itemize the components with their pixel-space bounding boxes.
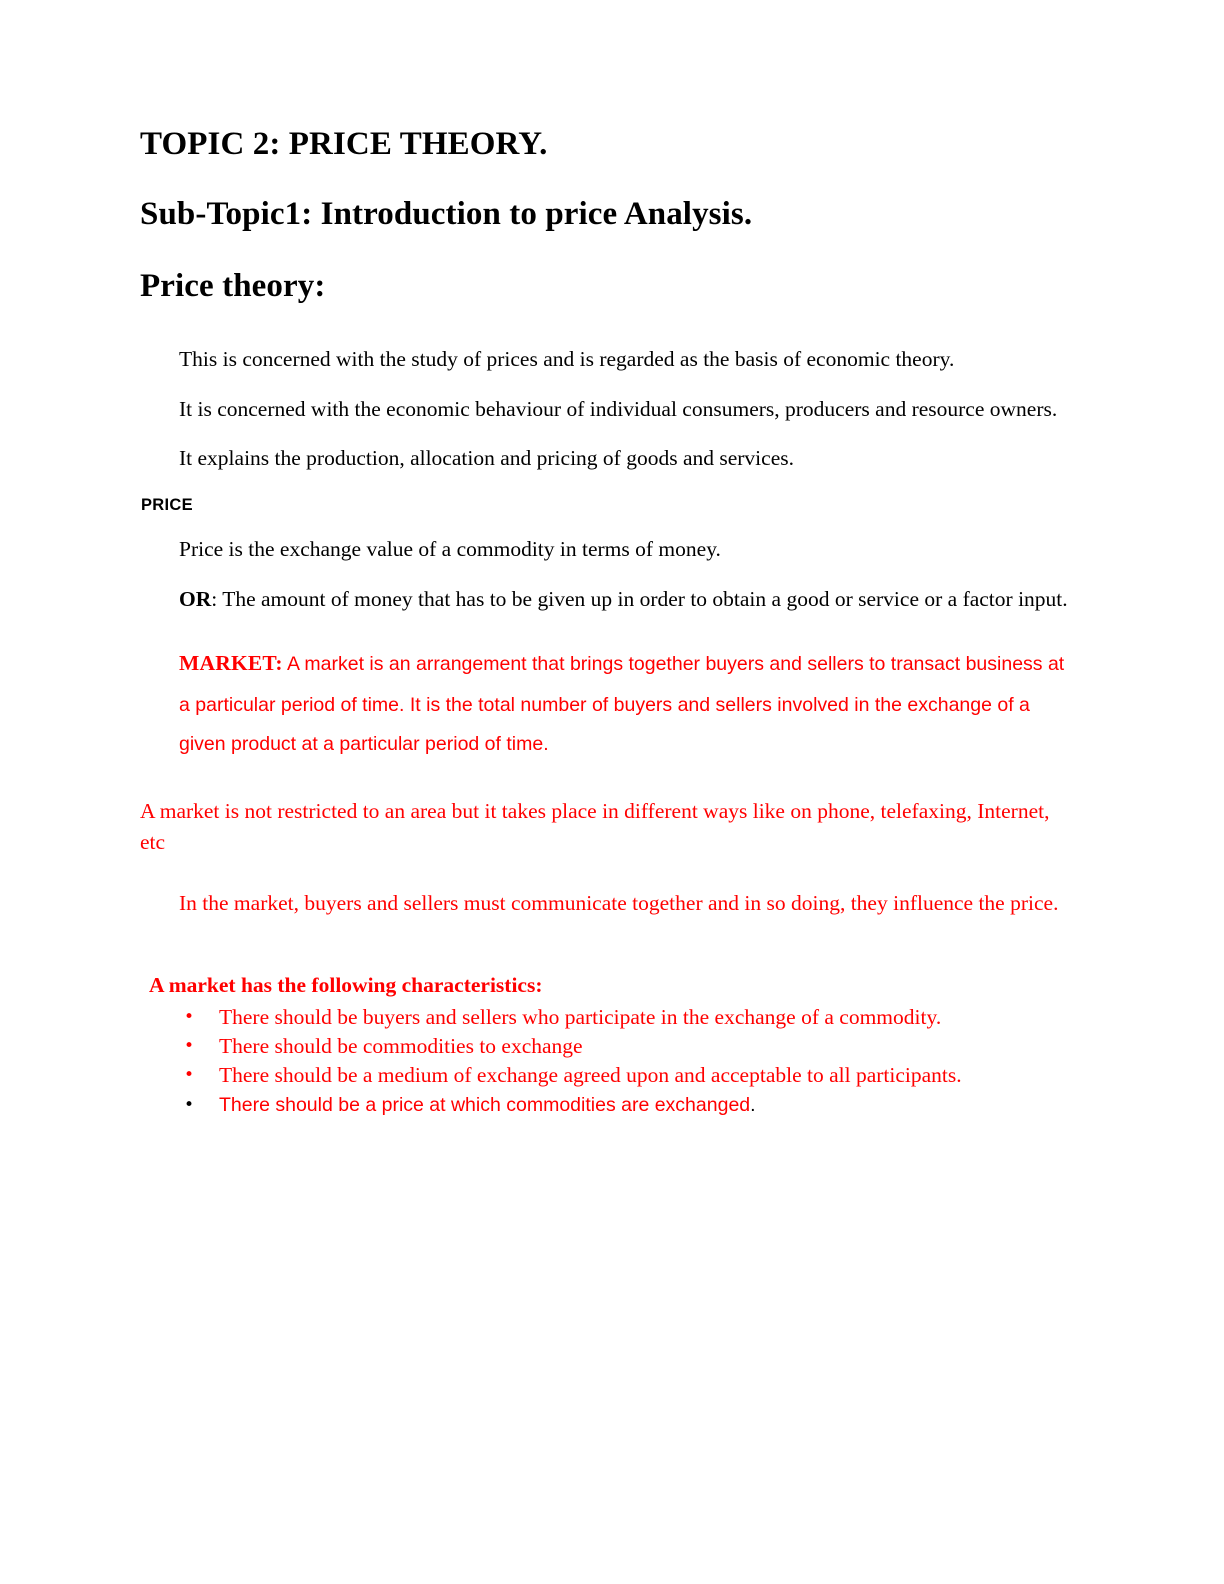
market-definition-text: A market is an arrangement that brings together buyers and sellers to transact business at a particular period of time. It is the total number of buyers and sellers involved in the exchange of a given product at a particular period of time.: [179, 652, 1065, 756]
bullet-icon: •: [183, 1006, 195, 1027]
list-item: [140, 1003, 1074, 1032]
price-alternate-definition-paragraph: [140, 579, 1074, 620]
price-label: PRICE: [141, 496, 193, 515]
page-title: TOPIC 2: PRICE THEORY.: [140, 126, 548, 162]
list-item-trailing-period: .: [750, 1093, 756, 1116]
list-item-label: There should be commodities to exchange: [219, 1034, 583, 1059]
market-lead-label: MARKET:: [179, 650, 283, 675]
intro-paragraph-2: It is concerned with the economic behaviour of individual consumers, producers and resource owners.: [179, 396, 1058, 421]
or-prefix: OR: [179, 586, 212, 611]
bullet-icon: •: [183, 1094, 195, 1115]
list-item-label: There should be a price at which commodities are exchanged: [219, 1093, 751, 1116]
sub-topic-heading: Sub-Topic1: Introduction to price Analysis.: [140, 196, 753, 233]
market-not-restricted-paragraph: A market is not restricted to an area but it takes place in different ways like on phone, telefaxing, Internet, etc: [140, 799, 1050, 854]
list-item: [140, 1061, 1074, 1090]
characteristics-heading: A market has the following characteristics:: [149, 972, 543, 997]
price-definition-paragraph: Price is the exchange value of a commodity in terms of money.: [179, 537, 721, 562]
intro-paragraph-3: It explains the production, allocation and pricing of goods and services.: [179, 446, 794, 471]
list-item: [140, 1091, 1074, 1120]
list-item-label: There should be buyers and sellers who participate in the exchange of a commodity.: [219, 1004, 942, 1029]
section-heading-price-theory: Price theory:: [140, 267, 326, 304]
market-definition-paragraph: [140, 642, 1074, 765]
characteristics-list: [140, 1003, 1074, 1119]
bullet-icon: •: [183, 1036, 195, 1057]
intro-paragraph-1: This is concerned with the study of prices and is regarded as the basis of economic theory.: [179, 346, 955, 371]
bullet-icon: •: [183, 1065, 195, 1086]
list-item-label: There should be a medium of exchange agreed upon and acceptable to all participants.: [219, 1063, 962, 1088]
or-definition-text: : The amount of money that has to be given up in order to obtain a good or service or a factor input.: [211, 586, 1068, 611]
market-communicate-paragraph: In the market, buyers and sellers must communicate together and in so doing, they influence the price.: [179, 891, 1059, 916]
document-content: [140, 124, 1074, 1119]
list-item: [140, 1032, 1074, 1061]
